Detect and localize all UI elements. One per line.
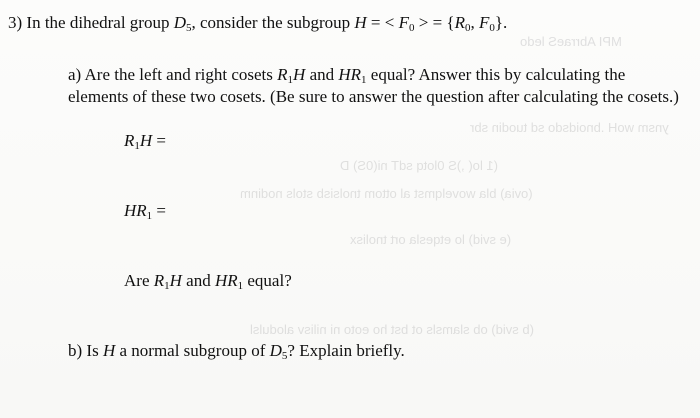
coset-h-symbol: H (293, 65, 306, 84)
equals-sign: = (152, 201, 167, 220)
element-separator: , (470, 13, 479, 32)
set-close: }. (494, 13, 508, 32)
element-1-symbol: R (454, 13, 465, 32)
coset-r-subscript: 1 (164, 280, 170, 292)
question-text: Are (124, 271, 154, 290)
coset-r-subscript: 1 (237, 280, 244, 292)
coset-r-symbol: R (153, 271, 165, 290)
coset-r-subscript: 1 (361, 74, 367, 86)
part-a-line-2: elements of these two cosets. (Be sure to answer the question after calculating the cosets.) (68, 87, 679, 106)
subgroup-symbol: H (102, 341, 116, 360)
coset-r-symbol: R (350, 65, 362, 84)
coset-r-subscript: 1 (146, 210, 153, 222)
coset-r-subscript: 1 (134, 140, 140, 152)
part-b-text-mid: a normal subgroup of (115, 341, 270, 360)
close-bracket: > = { (414, 13, 455, 32)
problem-number: 3) (8, 13, 23, 32)
element-2-subscript: 0 (489, 22, 495, 34)
generator-subscript: 0 (409, 22, 415, 34)
equals-bracket: = < (366, 13, 399, 32)
conjunction: and (181, 271, 215, 290)
subgroup-symbol: H (354, 13, 367, 32)
part-b-text-end: ? Explain briefly. (287, 341, 405, 360)
bleed-through-text: (e svid) lo etqesla ort tnolisx (350, 232, 512, 247)
bleed-through-text: (b svid) ob slamsls ot bst ho eoto ni nilisv alodulsl (250, 322, 534, 337)
part-a-label: a) (68, 65, 82, 84)
conjunction: and (305, 65, 339, 84)
part-b-text: Is (86, 341, 103, 360)
part-b-label: b) (68, 341, 83, 360)
coset-r-symbol: R (136, 201, 147, 220)
coset-r-symbol: R (277, 65, 288, 84)
question-end: equal? (243, 271, 292, 290)
problem-intro-mid: , consider the subgroup (191, 13, 351, 32)
coset-h-symbol: H (124, 201, 137, 220)
equals-sign: = (152, 131, 167, 150)
group-symbol: D (269, 341, 282, 360)
group-symbol: D (173, 13, 186, 32)
bleed-through-text: MPI AbrraeS ledo (520, 34, 622, 49)
part-a-text-end: equal? Answer this by calculating the (366, 65, 626, 84)
part-a-text: Are the left and right cosets (84, 65, 273, 84)
bleed-through-text: (1 lo( ,)S 0lotq sdT ni(0S) D (340, 158, 498, 173)
part-b-question (68, 340, 405, 362)
coset-equality-question (124, 270, 292, 292)
group-subscript: 5 (281, 350, 288, 362)
problem-intro: In the dihedral group (26, 13, 170, 32)
coset-r-symbol: R (227, 271, 238, 290)
coset-h-symbol: H (338, 65, 351, 84)
left-coset-label (124, 130, 166, 152)
generator-symbol: F (398, 13, 409, 32)
coset-h-symbol: H (139, 131, 153, 150)
coset-h-symbol: H (169, 271, 182, 290)
coset-r-subscript: 1 (287, 74, 294, 86)
bleed-through-text: (ovia) bla wovelqmst al ottom tnolsisb stols nodinm (240, 186, 533, 201)
coset-h-symbol: H (214, 271, 228, 290)
bleed-through-text: ynsm woH .bnoidsdo sd tuodin sbr (470, 120, 669, 135)
problem-statement (8, 12, 507, 34)
right-coset-label (124, 200, 166, 222)
element-2-symbol: F (478, 13, 490, 32)
element-1-subscript: 0 (464, 22, 471, 34)
part-a-line-1 (68, 64, 625, 86)
coset-r-symbol: R (124, 131, 135, 150)
group-subscript: 5 (186, 22, 192, 34)
